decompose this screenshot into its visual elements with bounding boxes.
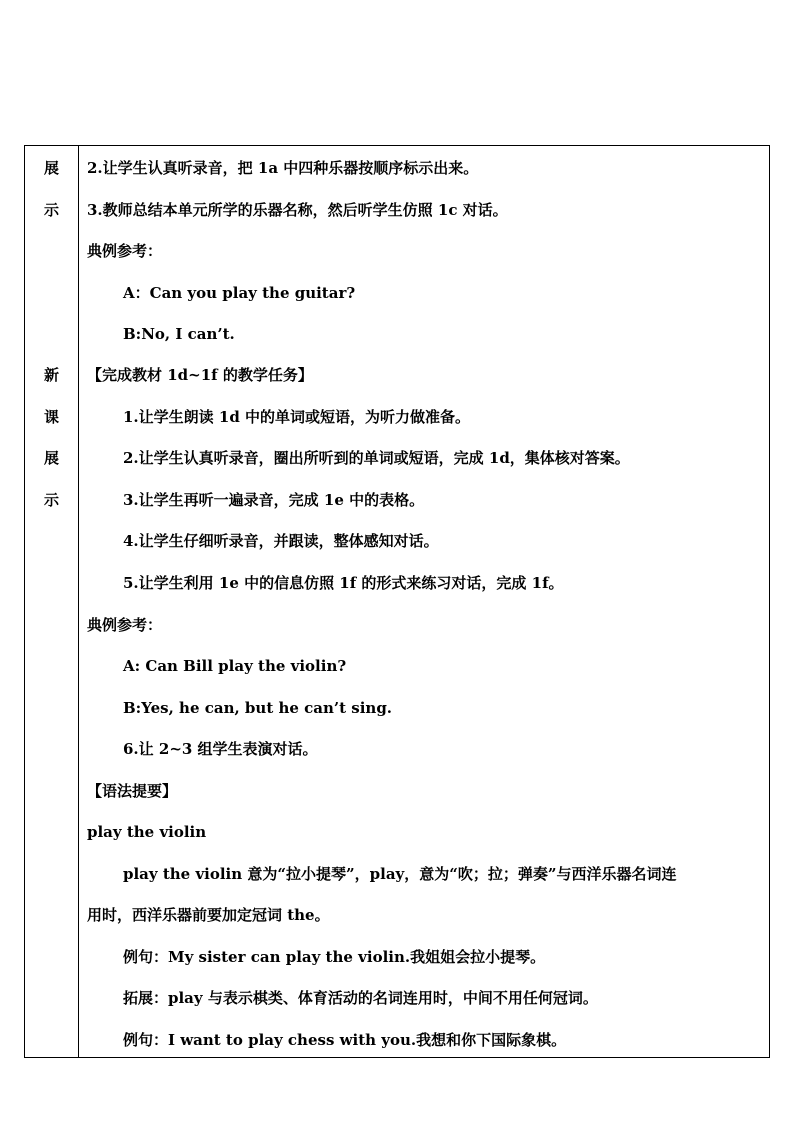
dialogue-line: A: Can Bill play the violin? (123, 657, 347, 675)
section-heading: 【完成教材 1d~1f 的教学任务】 (87, 366, 313, 384)
content-line: 3.教师总结本单元所学的乐器名称，然后听学生仿照 1c 对话。 (87, 201, 508, 219)
grammar-term: play the violin (87, 823, 207, 841)
content-line: play the violin 意为“拉小提琴”，play，意为“吹；拉；弹奏”与西洋乐器名词连 (123, 865, 677, 883)
section-heading: 【语法提要】 (87, 782, 178, 800)
content-line: 2.让学生认真听录音，把 1a 中四种乐器按顺序标示出来。 (87, 159, 479, 177)
section-label-char: 展 (43, 449, 59, 467)
dialogue-line: A：Can you play the guitar? (123, 284, 356, 302)
example-sentence: 例句：My sister can play the violin.我姐姐会拉小提琴。 (123, 948, 546, 966)
dialogue-line: B:Yes, he can, but he can’t sing. (123, 699, 393, 717)
section-label-char: 课 (43, 408, 59, 426)
example-sentence: 例句：I want to play chess with you.我想和你下国际象棋。 (123, 1031, 567, 1049)
example-heading: 典例参考： (87, 242, 163, 260)
content-line: 1.让学生朗读 1d 中的单词或短语，为听力做准备。 (123, 408, 471, 426)
section-label-column (25, 146, 79, 1057)
content-line: 用时，西洋乐器前要加定冠词 the。 (87, 906, 330, 924)
content-line: 2.让学生认真听录音，圈出所听到的单词或短语，完成 1d，集体核对答案。 (123, 449, 630, 467)
content-line: 拓展：play 与表示棋类、体育活动的名词连用时，中间不用任何冠词。 (123, 989, 598, 1007)
example-heading: 典例参考： (87, 616, 163, 634)
section-label-char: 示 (43, 491, 59, 509)
section-label-char: 示 (43, 201, 59, 219)
dialogue-line: B:No, I can’t. (123, 325, 235, 343)
section-label-char: 展 (43, 159, 59, 177)
content-line: 4.让学生仔细听录音，并跟读，整体感知对话。 (123, 532, 439, 550)
section-label-char: 新 (43, 366, 59, 384)
content-line: 6.让 2~3 组学生表演对话。 (123, 740, 318, 758)
lesson-table (24, 145, 770, 1058)
content-line: 5.让学生利用 1e 中的信息仿照 1f 的形式来练习对话，完成 1f。 (123, 574, 564, 592)
content-line: 3.让学生再听一遍录音，完成 1e 中的表格。 (123, 491, 425, 509)
